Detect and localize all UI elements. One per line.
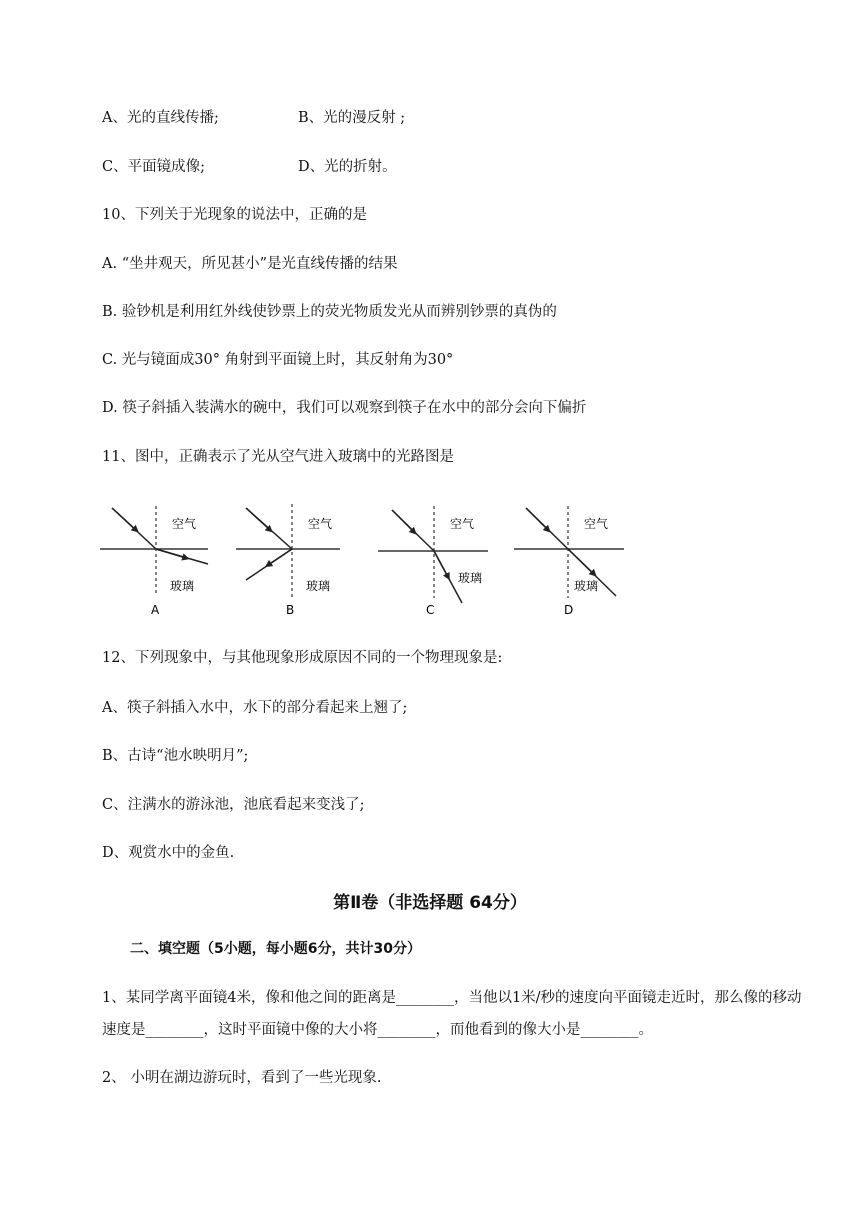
figure-a-letter: A: [151, 603, 160, 617]
figure-a-air-label: 空气: [172, 517, 197, 531]
q12-option-b: B、古诗“池水映明月”;: [102, 748, 249, 764]
figure-c-air-label: 空气: [450, 517, 475, 531]
figure-d-letter: D: [564, 603, 574, 617]
q9-option-b: B、光的漫反射 ;: [298, 110, 406, 126]
figure-d-glass-label: 玻璃: [574, 579, 599, 593]
q10-stem: 10、下列关于光现象的说法中，正确的是: [102, 207, 367, 223]
figure-b-glass-label: 玻璃: [306, 579, 331, 593]
q12-option-a: A、筷子斜插入水中，水下的部分看起来上翘了;: [102, 700, 408, 716]
figure-b-air-label: 空气: [308, 517, 333, 531]
fill-question-1: 1、某同学离平面镜4米，像和他之间的距离是________，当他以1米/秒的速度向平面镜走近时，那么像的移动速度是________，这时平面镜中像的大小将________，而他看到的像大小是________。: [102, 990, 802, 1038]
q9-option-d: D、光的折射。: [298, 159, 397, 175]
q11-light-path-diagrams: [96, 498, 626, 622]
q12-option-c: C、注满水的游泳池，池底看起来变浅了;: [102, 797, 365, 813]
q9-option-c: C、平面镜成像;: [102, 159, 205, 175]
q10-option-d: D. 筷子斜插入装满水的碗中，我们可以观察到筷子在水中的部分会向下偏折: [102, 400, 587, 416]
fill-in-section-heading: 二、填空题（5小题，每小题6分，共计30分）: [130, 941, 421, 957]
q12-stem: 12、下列现象中，与其他现象形成原因不同的一个物理现象是:: [102, 650, 503, 666]
q12-option-d: D、观赏水中的金鱼.: [102, 845, 235, 861]
q9-option-a: A、光的直线传播;: [102, 110, 219, 126]
figure-b: [236, 504, 340, 617]
figure-c-letter: C: [426, 603, 435, 617]
part2-title: 第Ⅱ卷（非选择题 64分）: [333, 893, 527, 913]
figure-a-glass-label: 玻璃: [170, 579, 195, 593]
figure-a: [100, 506, 208, 617]
figure-d-air-label: 空气: [584, 517, 609, 531]
q10-option-a: A. “坐井观天，所见甚小”是光直线传播的结果: [102, 256, 398, 272]
q10-option-c: C. 光与镜面成30° 角射到平面镜上时，其反射角为30°: [102, 352, 454, 368]
figure-c: [378, 506, 488, 617]
fill-question-2: 2、 小明在湖边游玩时，看到了一些光现象.: [102, 1070, 382, 1086]
figure-d: [514, 506, 624, 617]
figure-c-glass-label: 玻璃: [458, 571, 483, 585]
q10-option-b: B. 验钞机是利用红外线使钞票上的荧光物质发光从而辨别钞票的真伪的: [102, 304, 557, 320]
q11-stem: 11、图中，正确表示了光从空气进入玻璃中的光路图是: [102, 449, 454, 465]
figure-b-letter: B: [286, 603, 295, 617]
